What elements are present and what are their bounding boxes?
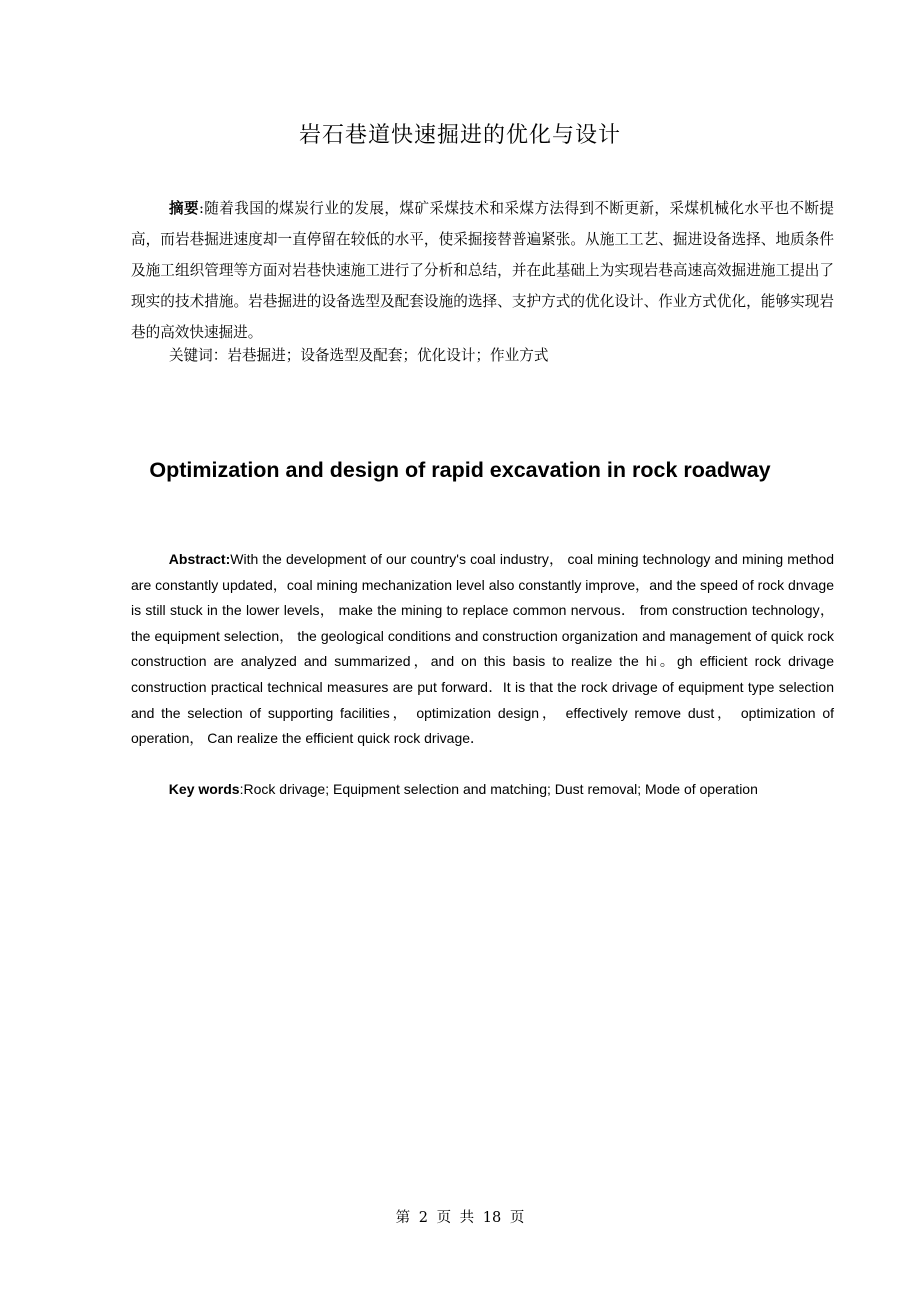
english-abstract-label: Abstract:	[168, 551, 231, 567]
english-keywords-text: :Rock drivage; Equipment selection and matching; Dust removal; Mode of operation	[239, 781, 758, 797]
chinese-abstract	[131, 193, 834, 348]
page-number-footer: 第 2 页 共 18 页	[395, 1210, 525, 1226]
chinese-keywords	[131, 340, 834, 371]
english-abstract-text: With the development of our country's coal industry， coal mining technology and mining method are constantly updated，coal mining mechanization level also constantly improve，and the speed of rock dnvage is still stuck in the lower levels， make the mining to replace common nervous． from construction technology， the equipment selection， the geological conditions and construction organization and management of quick rock construction are analyzed and summarized，and on this basis to realize the hi。gh efficient rock drivage construction practical technical measures are put forward．It is that the rock drivage of equipment type selection and the selection of supporting facilities， optimization design， effectively remove dust， optimization of operation， Can realize the efficient quick rock drivage．	[131, 551, 834, 747]
english-keywords	[131, 777, 834, 803]
english-keywords-label: Key words	[168, 781, 240, 797]
chinese-keywords-text: 岩巷掘进；设备选型及配套；优化设计；作业方式	[227, 347, 549, 364]
english-abstract	[131, 547, 834, 752]
chinese-abstract-label: 摘要	[168, 200, 199, 217]
chinese-abstract-text: :随着我国的煤炭行业的发展，煤矿采煤技术和采煤方法得到不断更新，采煤机械化水平也不断提高，而岩巷掘进速度却一直停留在较低的水平，使采掘接替普遍紧张。从施工工艺、掘进设备选择、地质条件及施工组织管理等方面对岩巷快速施工进行了分析和总结，并在此基础上为实现岩巷高速高效掘进施工提出了现实的技术措施。岩巷掘进的设备选型及配套设施的选择、支护方式的优化设计、作业方式优化，能够实现岩巷的高效快速掘进。	[131, 200, 834, 341]
chinese-title: 岩石巷道快速掘进的优化与设计	[298, 123, 621, 148]
chinese-keywords-label: 关键词：	[168, 347, 228, 364]
english-title: Optimization and design of rapid excavation in rock roadway	[149, 458, 771, 482]
